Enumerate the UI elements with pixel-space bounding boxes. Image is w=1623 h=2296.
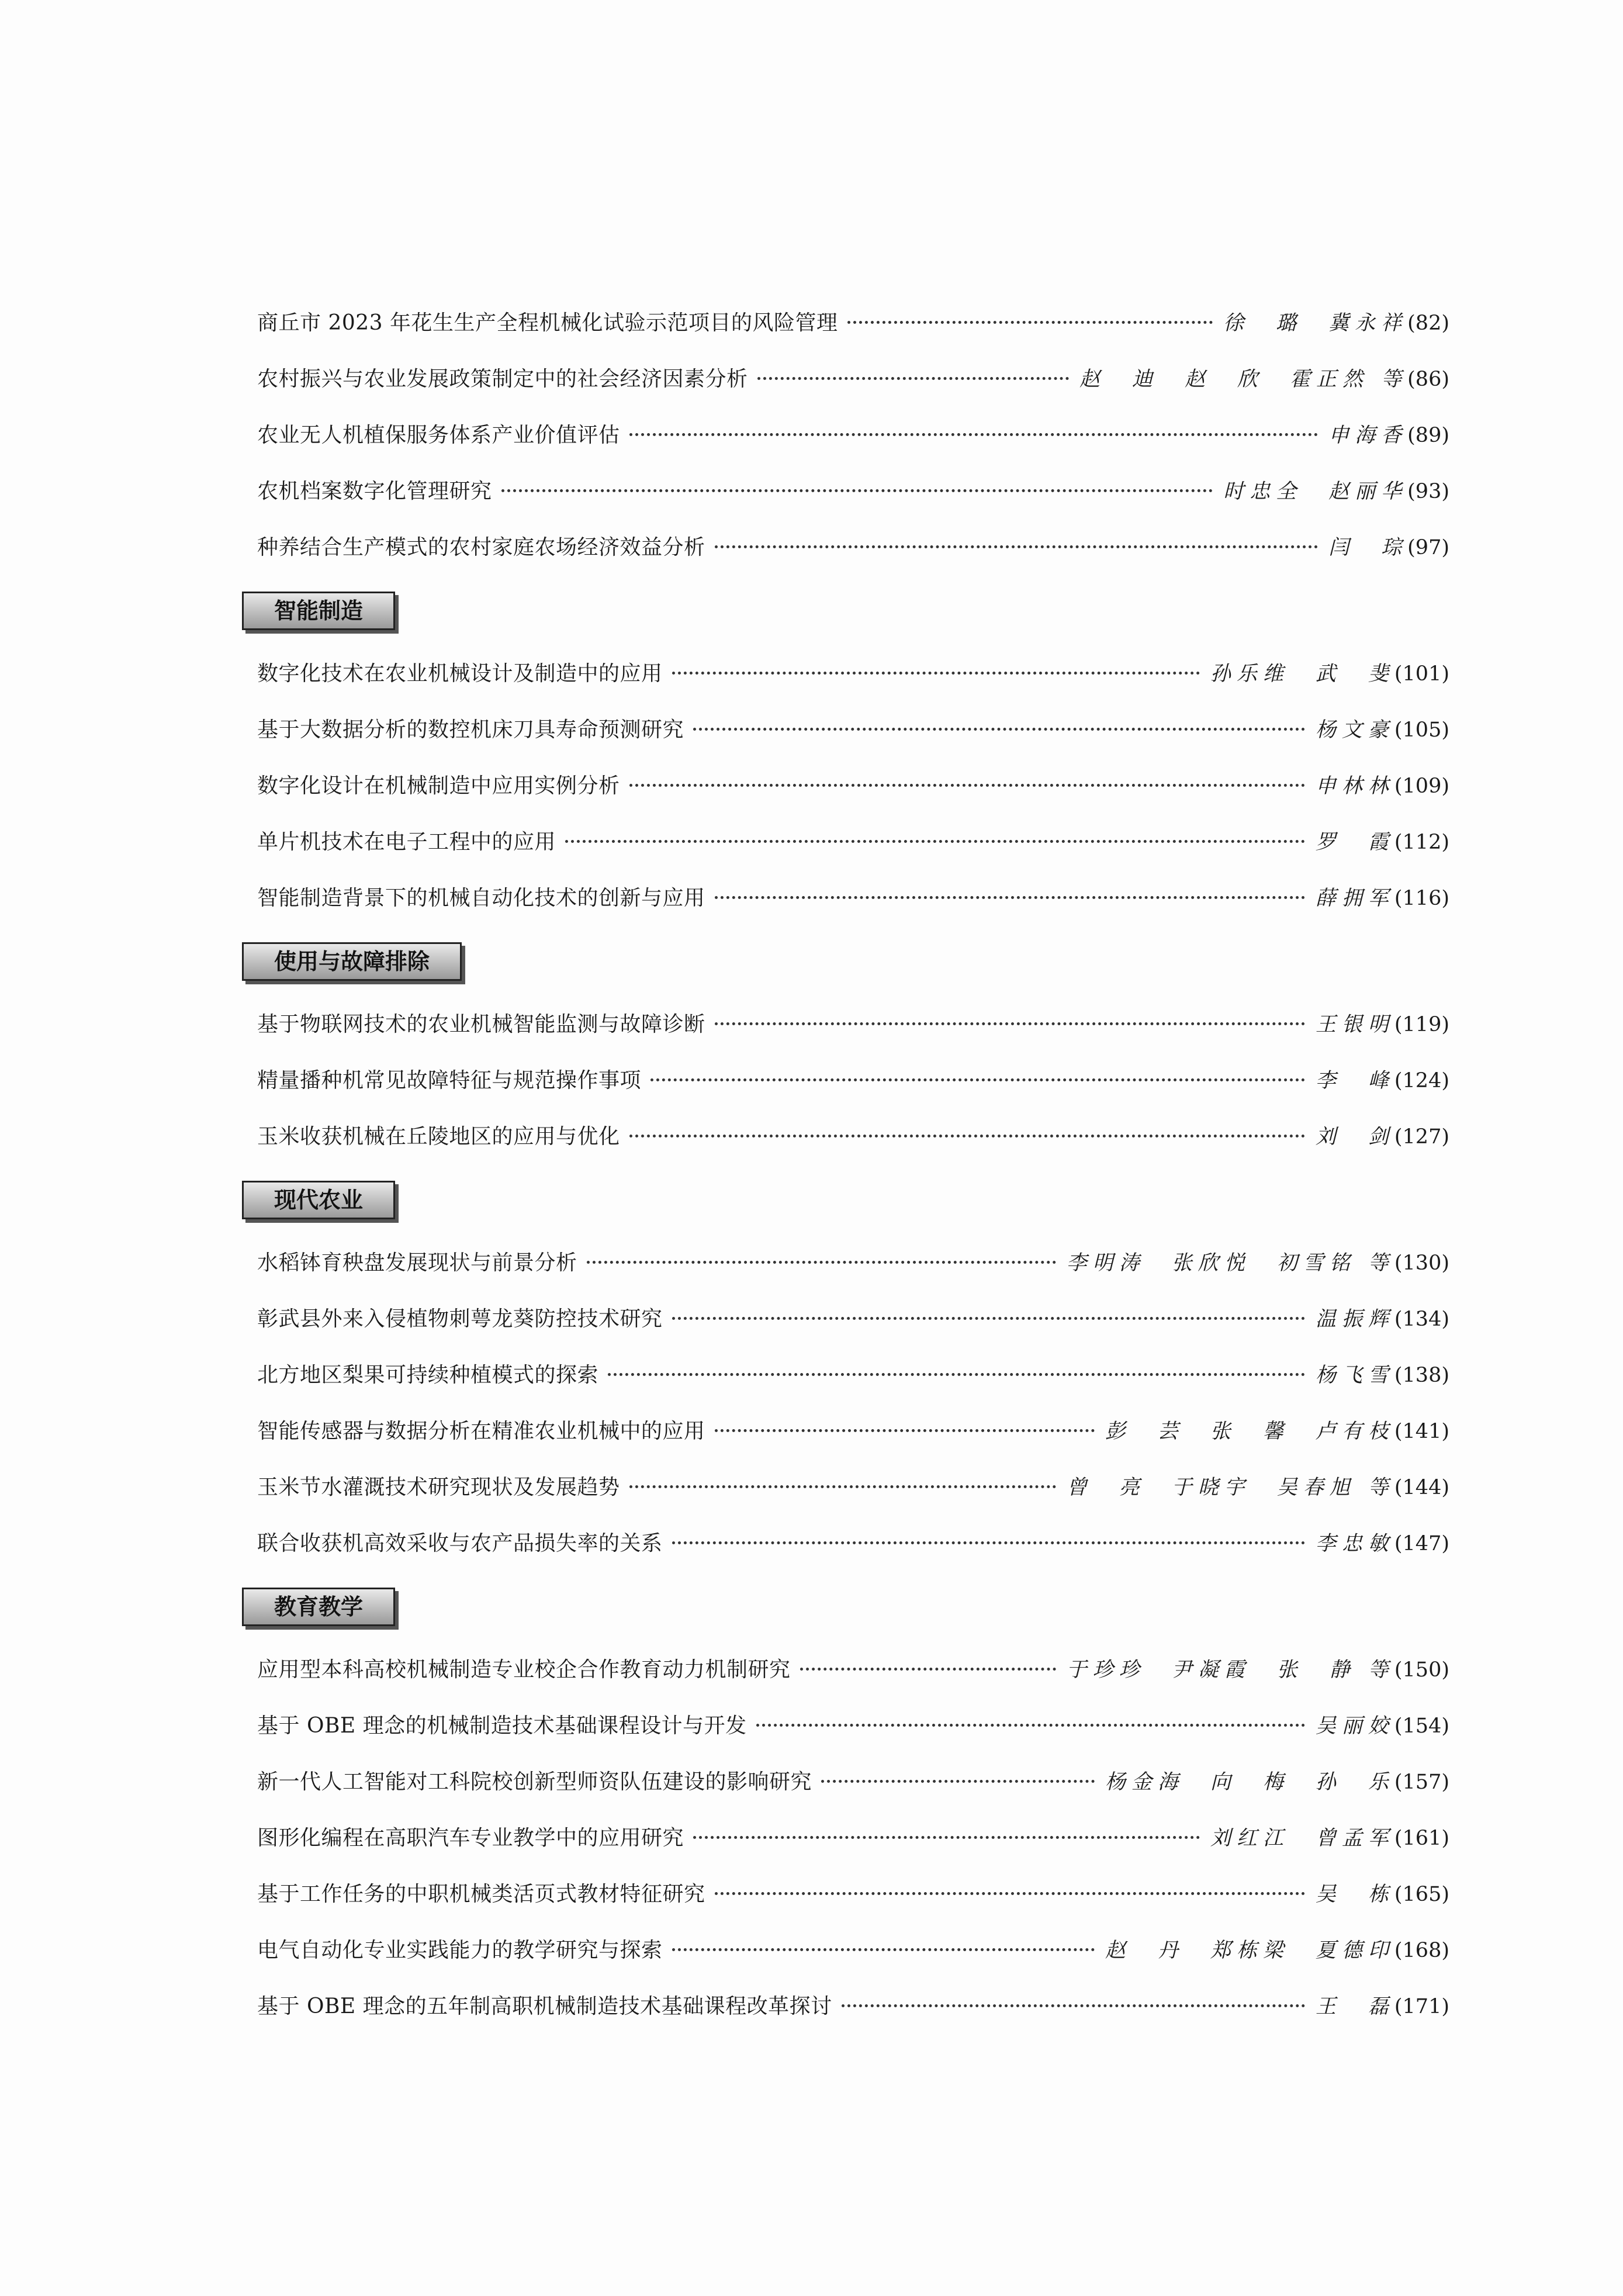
- dot-leader: [629, 1135, 1305, 1137]
- toc-entry[interactable]: [257, 1979, 1449, 2035]
- dot-leader: [650, 1078, 1305, 1081]
- section-heading-label: 智能制造: [242, 592, 395, 630]
- toc-entry[interactable]: [257, 295, 1449, 351]
- section-heading: [257, 1572, 1449, 1642]
- entry-authors: 赵 迪 赵 欣 霍正然 等: [1079, 368, 1408, 391]
- entry-page-number: (119): [1394, 1013, 1449, 1036]
- toc-entry[interactable]: [257, 1866, 1449, 1922]
- entry-page-number: (127): [1394, 1125, 1449, 1149]
- entry-title: 玉米节水灌溉技术研究现状及发展趋势: [257, 1475, 620, 1499]
- entry-title: 北方地区梨果可持续种植模式的探索: [257, 1363, 599, 1387]
- entry-title: 精量播种机常见故障特征与规范操作事项: [257, 1069, 642, 1092]
- toc-entry[interactable]: [257, 1460, 1449, 1516]
- dot-leader: [821, 1780, 1095, 1783]
- dot-leader: [629, 1485, 1056, 1488]
- entry-authors: 刘红江 曾孟军: [1210, 1827, 1394, 1850]
- entry-title: 玉米收获机械在丘陵地区的应用与优化: [257, 1125, 620, 1149]
- entry-title: 智能制造背景下的机械自动化技术的创新与应用: [257, 886, 705, 910]
- entry-page-number: (141): [1394, 1420, 1449, 1443]
- dot-leader: [672, 1317, 1305, 1320]
- toc-entry[interactable]: [257, 1053, 1449, 1109]
- entry-page-number: (161): [1394, 1827, 1449, 1850]
- toc-entry[interactable]: [257, 520, 1449, 576]
- toc-entry[interactable]: [257, 1235, 1449, 1291]
- entry-authors: 王银明: [1315, 1013, 1394, 1036]
- entry-page-number: (116): [1394, 887, 1449, 910]
- section-heading: [257, 576, 1449, 646]
- dot-leader: [756, 1724, 1305, 1727]
- entry-title: 联合收获机高效采收与农产品损失率的关系: [257, 1531, 663, 1555]
- entry-authors: 时忠全 赵丽华: [1223, 480, 1408, 503]
- entry-authors: 徐 璐 冀永祥: [1223, 312, 1408, 335]
- entry-page-number: (134): [1394, 1308, 1449, 1331]
- toc-entry[interactable]: [257, 1516, 1449, 1572]
- entry-page-number: (171): [1394, 1995, 1449, 2018]
- section-heading: [257, 926, 1449, 997]
- entry-authors: 刘 剑: [1315, 1125, 1394, 1149]
- table-of-contents: [257, 295, 1449, 2035]
- entry-page-number: (157): [1394, 1771, 1449, 1794]
- entry-page-number: (105): [1394, 718, 1449, 742]
- entry-authors: 彭 芸 张 馨 卢有枝: [1105, 1420, 1394, 1443]
- entry-title: 农业无人机植保服务体系产业价值评估: [257, 423, 620, 447]
- entry-authors: 杨金海 向 梅 孙 乐: [1105, 1771, 1394, 1794]
- entry-authors: 李忠敏: [1315, 1532, 1394, 1555]
- dot-leader: [842, 2004, 1305, 2007]
- toc-entry[interactable]: [257, 814, 1449, 870]
- entry-title: 数字化设计在机械制造中应用实例分析: [257, 774, 620, 798]
- entry-page-number: (130): [1394, 1251, 1449, 1275]
- toc-entry[interactable]: [257, 1642, 1449, 1698]
- section-heading-label: 教育教学: [242, 1588, 395, 1626]
- toc-entry[interactable]: [257, 1109, 1449, 1165]
- toc-entry[interactable]: [257, 1291, 1449, 1347]
- section-heading-label: 使用与故障排除: [242, 942, 462, 981]
- dot-leader: [693, 728, 1305, 731]
- toc-entry[interactable]: [257, 646, 1449, 702]
- dot-leader: [629, 433, 1319, 436]
- entry-page-number: (154): [1394, 1714, 1449, 1738]
- dot-leader: [715, 896, 1305, 899]
- entry-title: 基于 OBE 理念的五年制高职机械制造技术基础课程改革探讨: [257, 1994, 832, 2018]
- entry-title: 数字化技术在农业机械设计及制造中的应用: [257, 662, 663, 686]
- toc-entry[interactable]: [257, 1922, 1449, 1979]
- entry-title: 彰武县外来入侵植物刺萼龙葵防控技术研究: [257, 1307, 663, 1331]
- entry-title: 电气自动化专业实践能力的教学研究与探索: [257, 1938, 663, 1962]
- entry-title: 单片机技术在电子工程中的应用: [257, 830, 556, 854]
- toc-entry[interactable]: [257, 1347, 1449, 1403]
- entry-page-number: (109): [1394, 774, 1449, 798]
- entry-title: 商丘市 2023 年花生生产全程机械化试验示范项目的风险管理: [257, 311, 838, 335]
- dot-leader: [800, 1668, 1056, 1671]
- dot-leader: [715, 1429, 1095, 1432]
- dot-leader: [847, 321, 1213, 324]
- toc-entry[interactable]: [257, 351, 1449, 407]
- entry-authors: 杨飞雪: [1315, 1364, 1394, 1387]
- entry-authors: 吴丽姣: [1315, 1714, 1394, 1738]
- entry-title: 农机档案数字化管理研究: [257, 479, 492, 503]
- entry-title: 水稻钵育秧盘发展现状与前景分析: [257, 1251, 577, 1275]
- entry-authors: 赵 丹 郑栋梁 夏德印: [1105, 1939, 1394, 1962]
- dot-leader: [715, 545, 1319, 548]
- entry-title: 基于物联网技术的农业机械智能监测与故障诊断: [257, 1012, 705, 1036]
- toc-entry[interactable]: [257, 407, 1449, 464]
- entry-page-number: (97): [1407, 536, 1449, 559]
- toc-entry[interactable]: [257, 1403, 1449, 1460]
- dot-leader: [629, 784, 1305, 787]
- entry-page-number: (93): [1407, 480, 1449, 503]
- entry-title: 新一代人工智能对工科院校创新型师资队伍建设的影响研究: [257, 1770, 812, 1794]
- toc-entry[interactable]: [257, 997, 1449, 1053]
- dot-leader: [672, 672, 1200, 675]
- entry-title: 图形化编程在高职汽车专业教学中的应用研究: [257, 1826, 684, 1850]
- entry-title: 智能传感器与数据分析在精准农业机械中的应用: [257, 1419, 705, 1443]
- section-heading-label: 现代农业: [242, 1181, 395, 1219]
- entry-page-number: (165): [1394, 1883, 1449, 1906]
- entry-title: 应用型本科高校机械制造专业校企合作教育动力机制研究: [257, 1658, 791, 1682]
- section-heading: [257, 1165, 1449, 1235]
- entry-page-number: (89): [1407, 424, 1449, 447]
- entry-page-number: (144): [1394, 1476, 1449, 1499]
- toc-entry[interactable]: [257, 464, 1449, 520]
- entry-page-number: (112): [1394, 831, 1449, 854]
- toc-entry[interactable]: [257, 702, 1449, 758]
- toc-entry[interactable]: [257, 1754, 1449, 1810]
- entry-authors: 薛拥军: [1315, 887, 1394, 910]
- dot-leader: [672, 1948, 1095, 1951]
- entry-page-number: (86): [1407, 368, 1449, 391]
- entry-authors: 于珍珍 尹凝霞 张 静 等: [1066, 1658, 1394, 1682]
- toc-entry[interactable]: [257, 758, 1449, 814]
- entry-authors: 申海香: [1328, 424, 1408, 447]
- entry-page-number: (124): [1394, 1069, 1449, 1092]
- dot-leader: [715, 1022, 1305, 1025]
- entry-page-number: (101): [1394, 662, 1449, 686]
- dot-leader: [672, 1541, 1305, 1544]
- entry-title: 基于工作任务的中职机械类活页式教材特征研究: [257, 1882, 705, 1906]
- toc-entry[interactable]: [257, 1810, 1449, 1866]
- entry-authors: 李 峰: [1315, 1069, 1394, 1092]
- entry-authors: 罗 霞: [1315, 831, 1394, 854]
- entry-authors: 王 磊: [1315, 1995, 1394, 2018]
- entry-page-number: (168): [1394, 1939, 1449, 1962]
- dot-leader: [693, 1836, 1200, 1839]
- toc-entry[interactable]: [257, 1698, 1449, 1754]
- entry-authors: 闫 琮: [1328, 536, 1408, 559]
- dot-leader: [587, 1261, 1056, 1264]
- entry-page-number: (138): [1394, 1364, 1449, 1387]
- dot-leader: [608, 1373, 1305, 1376]
- entry-page-number: (82): [1407, 312, 1449, 335]
- entry-authors: 吴 栋: [1315, 1883, 1394, 1906]
- entry-page-number: (150): [1394, 1658, 1449, 1682]
- entry-authors: 孙乐维 武 斐: [1210, 662, 1394, 686]
- dot-leader: [757, 377, 1069, 380]
- entry-title: 基于 OBE 理念的机械制造技术基础课程设计与开发: [257, 1714, 747, 1738]
- dot-leader: [501, 489, 1213, 492]
- entry-title: 种养结合生产模式的农村家庭农场经济效益分析: [257, 535, 705, 559]
- dot-leader: [715, 1892, 1305, 1895]
- entry-title: 基于大数据分析的数控机床刀具寿命预测研究: [257, 718, 684, 742]
- toc-entry[interactable]: [257, 870, 1449, 926]
- entry-page-number: (147): [1394, 1532, 1449, 1555]
- entry-authors: 李明涛 张欣悦 初雪铭 等: [1066, 1251, 1394, 1275]
- dot-leader: [565, 840, 1305, 843]
- entry-authors: 申林林: [1315, 774, 1394, 798]
- entry-authors: 温振辉: [1315, 1308, 1394, 1331]
- entry-authors: 曾 亮 于晓宇 吴春旭 等: [1066, 1476, 1394, 1499]
- entry-title: 农村振兴与农业发展政策制定中的社会经济因素分析: [257, 367, 748, 391]
- entry-authors: 杨文豪: [1315, 718, 1394, 742]
